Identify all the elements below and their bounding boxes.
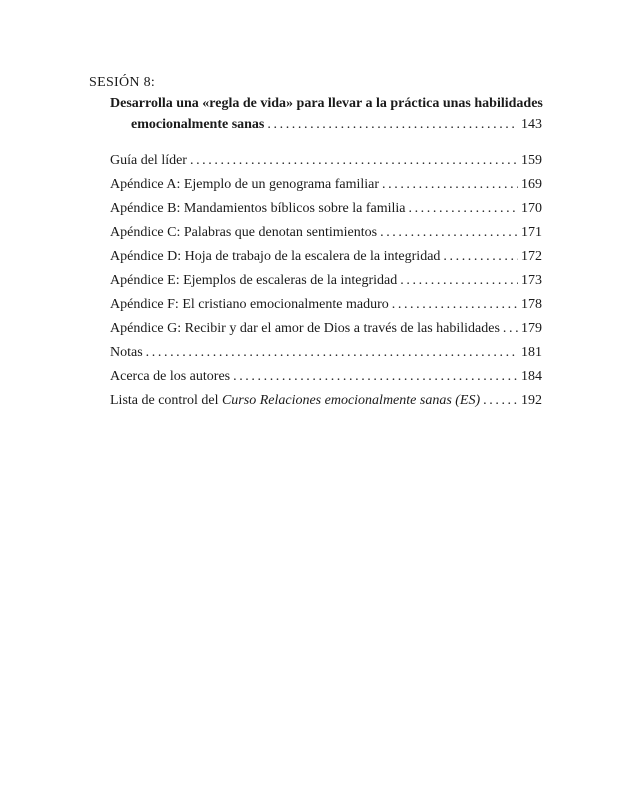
toc-page-number: 173	[521, 273, 542, 288]
toc-entry-label: Apéndice A: Ejemplo de un genograma familiar	[110, 177, 380, 192]
dot-leader	[443, 249, 518, 265]
course-title: Curso Relaciones emocionalmente sanas (ES)	[221, 393, 481, 408]
toc-entry-label: Apéndice D: Hoja de trabajo de la escalera de la integridad	[110, 249, 441, 264]
toc-entry-label: Apéndice B: Mandamientos bíblicos sobre la familia	[110, 201, 406, 216]
toc-page-number: 172	[521, 249, 542, 264]
toc-entry	[110, 369, 542, 385]
toc-entry	[110, 321, 542, 337]
dot-leader	[483, 393, 518, 409]
toc-entry-label: Apéndice G: Recibir y dar el amor de Dios a través de las habilidades	[110, 321, 500, 336]
dot-leader	[382, 177, 518, 193]
toc-entry-session-8	[131, 117, 542, 133]
toc-entry-label	[110, 393, 480, 409]
toc-entry-label: Acerca de los autores	[110, 369, 231, 384]
toc-entry	[110, 297, 542, 313]
toc-entry	[110, 273, 542, 289]
toc-entry	[110, 201, 542, 217]
toc-entry-label-prefix: Lista de control del	[110, 393, 222, 408]
dot-leader	[392, 297, 518, 313]
dot-leader	[233, 369, 518, 385]
toc-entry-checklist	[110, 393, 542, 409]
toc-entry-label: Apéndice C: Palabras que denotan sentimientos	[110, 225, 378, 240]
toc-entry	[110, 225, 542, 241]
toc-entry-label: Apéndice F: El cristiano emocionalmente maduro	[110, 297, 389, 312]
toc-entry-label: emocionalmente sanas	[131, 117, 265, 132]
toc-page-number: 159	[521, 153, 542, 168]
toc-page-number: 178	[521, 297, 542, 312]
toc-page-number: 179	[521, 321, 542, 336]
toc-page-number: 169	[521, 177, 542, 192]
toc-page-number: 192	[521, 393, 542, 408]
toc-page-number: 143	[521, 117, 542, 132]
dot-leader	[380, 225, 518, 241]
toc-page-number: 170	[521, 201, 542, 216]
toc-entry	[110, 153, 542, 169]
session-heading: SESIÓN 8:	[89, 75, 156, 90]
dot-leader	[190, 153, 518, 169]
dot-leader	[146, 345, 518, 361]
dot-leader	[503, 321, 518, 337]
dot-leader	[267, 117, 518, 133]
toc-page-number: 171	[521, 225, 542, 240]
dot-leader	[408, 201, 518, 217]
toc-page-number: 184	[521, 369, 542, 384]
dot-leader	[400, 273, 518, 289]
toc-entry	[110, 177, 542, 193]
toc-entry	[110, 249, 542, 265]
toc-entry	[110, 345, 542, 361]
toc-page-number: 181	[521, 345, 542, 360]
session-title: Desarrolla una «regla de vida» para llevar a la práctica unas habilidades	[110, 96, 543, 111]
toc-entry-label: Apéndice E: Ejemplos de escaleras de la integridad	[110, 273, 398, 288]
toc-entry-label: Notas	[110, 345, 143, 360]
toc-entry-label: Guía del líder	[110, 153, 187, 168]
